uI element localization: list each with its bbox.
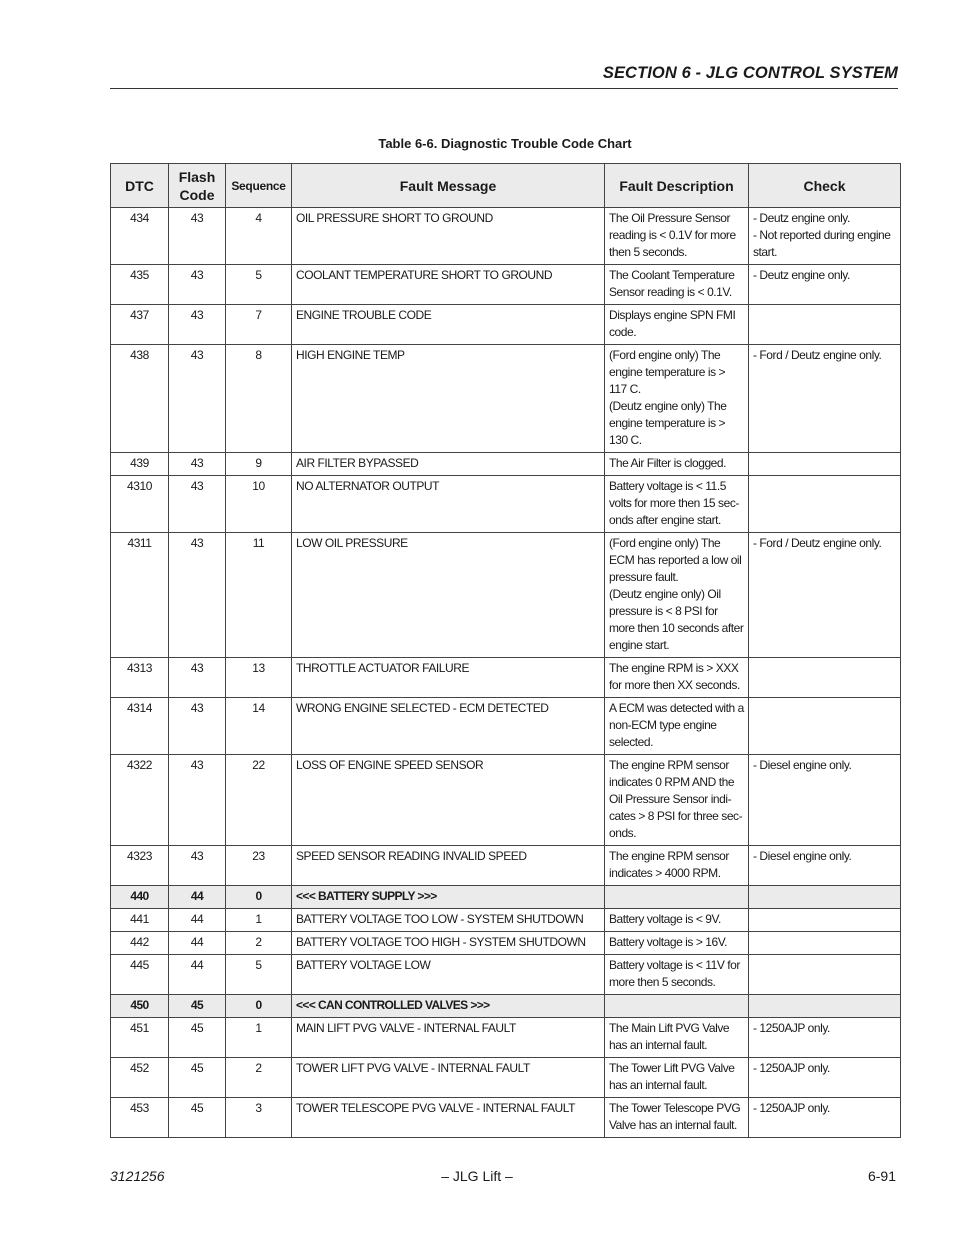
table-row bbox=[111, 955, 901, 995]
cell-check bbox=[749, 658, 901, 698]
cell-dtc: 4322 bbox=[111, 755, 169, 846]
cell-fault-message: LOW OIL PRESSURE bbox=[292, 533, 605, 658]
column-header-sequence: Sequence bbox=[226, 164, 292, 208]
cell-fault-message: COOLANT TEMPERATURE SHORT TO GROUND bbox=[292, 265, 605, 305]
table-row bbox=[111, 698, 901, 755]
cell-check: - Diesel engine only. bbox=[749, 846, 901, 886]
cell-check bbox=[749, 886, 901, 909]
cell-flash-code: 43 bbox=[169, 846, 226, 886]
cell-fault-description bbox=[605, 995, 749, 1018]
cell-fault-description: The Tower Telescope PVG Valve has an internal fault. bbox=[605, 1098, 749, 1138]
table-row bbox=[111, 846, 901, 886]
table-row bbox=[111, 345, 901, 453]
cell-dtc: 4314 bbox=[111, 698, 169, 755]
table-title: Table 6-6. Diagnostic Trouble Code Chart bbox=[378, 136, 632, 151]
cell-check bbox=[749, 909, 901, 932]
cell-fault-description: (Ford engine only) The engine temperature is > 117 C. (Deutz engine only) The engine temperature is > 130 C. bbox=[605, 345, 749, 453]
footer-doc-number: 3121256 bbox=[110, 1168, 165, 1184]
footer-publisher: – JLG Lift – bbox=[441, 1168, 513, 1184]
cell-check: - Deutz engine only. bbox=[749, 265, 901, 305]
cell-fault-message: HIGH ENGINE TEMP bbox=[292, 345, 605, 453]
cell-check: - 1250AJP only. bbox=[749, 1098, 901, 1138]
cell-sequence: 10 bbox=[226, 476, 292, 533]
cell-fault-message: LOSS OF ENGINE SPEED SENSOR bbox=[292, 755, 605, 846]
cell-fault-message: TOWER TELESCOPE PVG VALVE - INTERNAL FAULT bbox=[292, 1098, 605, 1138]
cell-flash-code: 43 bbox=[169, 658, 226, 698]
cell-sequence: 0 bbox=[226, 886, 292, 909]
cell-fault-message: BATTERY VOLTAGE TOO HIGH - SYSTEM SHUTDOWN bbox=[292, 932, 605, 955]
table-body bbox=[111, 208, 901, 1138]
cell-dtc: 435 bbox=[111, 265, 169, 305]
cell-sequence: 2 bbox=[226, 1058, 292, 1098]
cell-sequence: 4 bbox=[226, 208, 292, 265]
cell-fault-message: SPEED SENSOR READING INVALID SPEED bbox=[292, 846, 605, 886]
cell-fault-message: <<< CAN CONTROLLED VALVES >>> bbox=[292, 995, 605, 1018]
cell-check: - 1250AJP only. bbox=[749, 1058, 901, 1098]
cell-fault-description: Battery voltage is > 16V. bbox=[605, 932, 749, 955]
table-row bbox=[111, 265, 901, 305]
cell-sequence: 5 bbox=[226, 955, 292, 995]
cell-flash-code: 43 bbox=[169, 305, 226, 345]
cell-fault-description: Battery voltage is < 11.5 volts for more then 15 sec-onds after engine start. bbox=[605, 476, 749, 533]
cell-dtc: 4323 bbox=[111, 846, 169, 886]
table-row bbox=[111, 453, 901, 476]
cell-fault-message: WRONG ENGINE SELECTED - ECM DETECTED bbox=[292, 698, 605, 755]
cell-check: - Deutz engine only. - Not reported during engine start. bbox=[749, 208, 901, 265]
cell-check bbox=[749, 955, 901, 995]
cell-flash-code: 43 bbox=[169, 698, 226, 755]
cell-fault-description: Displays engine SPN FMI code. bbox=[605, 305, 749, 345]
cell-sequence: 8 bbox=[226, 345, 292, 453]
cell-check bbox=[749, 995, 901, 1018]
cell-flash-code: 43 bbox=[169, 755, 226, 846]
column-header-fault-description: Fault Description bbox=[605, 164, 749, 208]
cell-dtc: 439 bbox=[111, 453, 169, 476]
cell-dtc: 453 bbox=[111, 1098, 169, 1138]
cell-fault-message: THROTTLE ACTUATOR FAILURE bbox=[292, 658, 605, 698]
table-row bbox=[111, 909, 901, 932]
cell-fault-description: The engine RPM sensor indicates 0 RPM AND the Oil Pressure Sensor indi-cates > 8 PSI for three sec-onds. bbox=[605, 755, 749, 846]
table-row bbox=[111, 1098, 901, 1138]
column-header-check: Check bbox=[749, 164, 901, 208]
column-header-dtc: DTC bbox=[111, 164, 169, 208]
column-header-flash-code: Flash Code bbox=[169, 164, 226, 208]
cell-flash-code: 43 bbox=[169, 453, 226, 476]
table-row bbox=[111, 208, 901, 265]
cell-dtc: 4311 bbox=[111, 533, 169, 658]
table-group-row bbox=[111, 995, 901, 1018]
cell-fault-message: OIL PRESSURE SHORT TO GROUND bbox=[292, 208, 605, 265]
cell-dtc: 438 bbox=[111, 345, 169, 453]
cell-sequence: 3 bbox=[226, 1098, 292, 1138]
cell-fault-message: NO ALTERNATOR OUTPUT bbox=[292, 476, 605, 533]
cell-flash-code: 43 bbox=[169, 345, 226, 453]
cell-dtc: 440 bbox=[111, 886, 169, 909]
cell-flash-code: 45 bbox=[169, 1018, 226, 1058]
cell-sequence: 1 bbox=[226, 909, 292, 932]
cell-flash-code: 44 bbox=[169, 932, 226, 955]
cell-fault-description: The Main Lift PVG Valve has an internal fault. bbox=[605, 1018, 749, 1058]
cell-sequence: 2 bbox=[226, 932, 292, 955]
cell-check bbox=[749, 932, 901, 955]
cell-sequence: 13 bbox=[226, 658, 292, 698]
cell-sequence: 22 bbox=[226, 755, 292, 846]
cell-check bbox=[749, 453, 901, 476]
table-header-row bbox=[111, 164, 901, 208]
cell-fault-message: BATTERY VOLTAGE LOW bbox=[292, 955, 605, 995]
table-row bbox=[111, 932, 901, 955]
cell-sequence: 14 bbox=[226, 698, 292, 755]
cell-fault-description: Battery voltage is < 11V for more then 5 seconds. bbox=[605, 955, 749, 995]
cell-fault-description: The Oil Pressure Sensor reading is < 0.1V for more then 5 seconds. bbox=[605, 208, 749, 265]
cell-dtc: 441 bbox=[111, 909, 169, 932]
table-group-row bbox=[111, 886, 901, 909]
cell-sequence: 9 bbox=[226, 453, 292, 476]
cell-sequence: 1 bbox=[226, 1018, 292, 1058]
header-rule bbox=[110, 88, 898, 89]
cell-check: - 1250AJP only. bbox=[749, 1018, 901, 1058]
cell-check bbox=[749, 476, 901, 533]
cell-check: - Ford / Deutz engine only. bbox=[749, 345, 901, 453]
cell-flash-code: 43 bbox=[169, 476, 226, 533]
cell-flash-code: 44 bbox=[169, 909, 226, 932]
cell-fault-description: The Coolant Temperature Sensor reading is < 0.1V. bbox=[605, 265, 749, 305]
cell-flash-code: 43 bbox=[169, 208, 226, 265]
cell-fault-message: TOWER LIFT PVG VALVE - INTERNAL FAULT bbox=[292, 1058, 605, 1098]
footer-page-number: 6-91 bbox=[867, 1168, 896, 1184]
cell-flash-code: 43 bbox=[169, 533, 226, 658]
table-row bbox=[111, 1018, 901, 1058]
cell-fault-description: The Air Filter is clogged. bbox=[605, 453, 749, 476]
cell-sequence: 23 bbox=[226, 846, 292, 886]
cell-sequence: 0 bbox=[226, 995, 292, 1018]
cell-sequence: 7 bbox=[226, 305, 292, 345]
cell-sequence: 5 bbox=[226, 265, 292, 305]
cell-flash-code: 44 bbox=[169, 886, 226, 909]
cell-check: - Ford / Deutz engine only. bbox=[749, 533, 901, 658]
cell-sequence: 11 bbox=[226, 533, 292, 658]
table-row bbox=[111, 305, 901, 345]
cell-fault-message: MAIN LIFT PVG VALVE - INTERNAL FAULT bbox=[292, 1018, 605, 1058]
cell-fault-message: <<< BATTERY SUPPLY >>> bbox=[292, 886, 605, 909]
table-row bbox=[111, 476, 901, 533]
cell-flash-code: 45 bbox=[169, 995, 226, 1018]
table-row bbox=[111, 533, 901, 658]
cell-dtc: 450 bbox=[111, 995, 169, 1018]
cell-fault-description bbox=[605, 886, 749, 909]
cell-flash-code: 44 bbox=[169, 955, 226, 995]
column-header-fault-message: Fault Message bbox=[292, 164, 605, 208]
cell-fault-description: A ECM was detected with a non-ECM type engine selected. bbox=[605, 698, 749, 755]
table-row bbox=[111, 1058, 901, 1098]
cell-fault-description: The engine RPM is > XXX for more then XX seconds. bbox=[605, 658, 749, 698]
cell-fault-description: Battery voltage is < 9V. bbox=[605, 909, 749, 932]
section-header: SECTION 6 - JLG CONTROL SYSTEM bbox=[602, 64, 898, 82]
cell-fault-description: The Tower Lift PVG Valve has an internal fault. bbox=[605, 1058, 749, 1098]
cell-fault-message: ENGINE TROUBLE CODE bbox=[292, 305, 605, 345]
cell-dtc: 4313 bbox=[111, 658, 169, 698]
cell-dtc: 437 bbox=[111, 305, 169, 345]
cell-check bbox=[749, 698, 901, 755]
cell-dtc: 451 bbox=[111, 1018, 169, 1058]
cell-flash-code: 45 bbox=[169, 1098, 226, 1138]
cell-check: - Diesel engine only. bbox=[749, 755, 901, 846]
table-row bbox=[111, 755, 901, 846]
cell-fault-description: (Ford engine only) The ECM has reported a low oil pressure fault. (Deutz engine only) Oil pressure is < 8 PSI for more then 10 seconds after engine start. bbox=[605, 533, 749, 658]
cell-fault-message: AIR FILTER BYPASSED bbox=[292, 453, 605, 476]
cell-check bbox=[749, 305, 901, 345]
cell-fault-message: BATTERY VOLTAGE TOO LOW - SYSTEM SHUTDOWN bbox=[292, 909, 605, 932]
cell-dtc: 4310 bbox=[111, 476, 169, 533]
cell-dtc: 434 bbox=[111, 208, 169, 265]
diagnostic-trouble-code-table bbox=[110, 163, 901, 1138]
cell-dtc: 452 bbox=[111, 1058, 169, 1098]
table-row bbox=[111, 658, 901, 698]
cell-dtc: 445 bbox=[111, 955, 169, 995]
cell-dtc: 442 bbox=[111, 932, 169, 955]
cell-flash-code: 45 bbox=[169, 1058, 226, 1098]
cell-fault-description: The engine RPM sensor indicates > 4000 RPM. bbox=[605, 846, 749, 886]
cell-flash-code: 43 bbox=[169, 265, 226, 305]
